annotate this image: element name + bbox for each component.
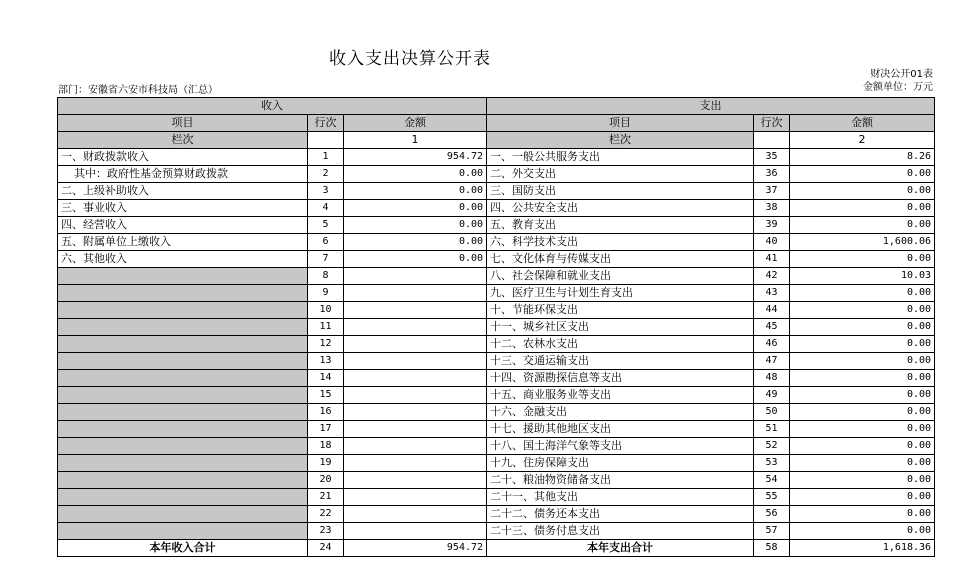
expense-item: 十二、农林水支出 (487, 336, 754, 353)
expense-line: 44 (754, 302, 790, 319)
income-item (58, 523, 308, 540)
income-amount (344, 404, 487, 421)
expense-amount: 0.00 (790, 421, 935, 438)
expense-line: 42 (754, 268, 790, 285)
expense-line: 40 (754, 234, 790, 251)
expense-line: 56 (754, 506, 790, 523)
income-expense-table (57, 97, 935, 557)
expense-item: 十七、援助其他地区支出 (487, 421, 754, 438)
income-line: 10 (308, 302, 344, 319)
income-amount (344, 336, 487, 353)
expense-item: 二、外交支出 (487, 166, 754, 183)
expense-line: 38 (754, 200, 790, 217)
income-amount (344, 472, 487, 489)
expense-amount: 0.00 (790, 353, 935, 370)
expense-item: 二十三、债务付息支出 (487, 523, 754, 540)
expense-line: 54 (754, 472, 790, 489)
expense-amount: 0.00 (790, 438, 935, 455)
income-item (58, 455, 308, 472)
income-line: 22 (308, 506, 344, 523)
column-index-row (58, 132, 935, 149)
expense-amount: 0.00 (790, 336, 935, 353)
table-row (58, 387, 935, 404)
income-line: 5 (308, 217, 344, 234)
income-item (58, 421, 308, 438)
expense-item: 六、科学技术支出 (487, 234, 754, 251)
table-row (58, 404, 935, 421)
section-expense: 支出 (487, 98, 935, 115)
income-item (58, 506, 308, 523)
col-header-amount: 金额 (790, 115, 935, 132)
expense-line: 52 (754, 438, 790, 455)
table-row (58, 370, 935, 387)
col-header-line: 行次 (308, 115, 344, 132)
expense-item: 九、医疗卫生与计划生育支出 (487, 285, 754, 302)
expense-item: 八、社会保障和就业支出 (487, 268, 754, 285)
lanci-income-number: 1 (344, 132, 487, 149)
income-item (58, 353, 308, 370)
table-row (58, 268, 935, 285)
income-amount: 0.00 (344, 251, 487, 268)
total-income-line: 24 (308, 540, 344, 557)
income-line: 16 (308, 404, 344, 421)
income-amount: 0.00 (344, 183, 487, 200)
income-amount (344, 523, 487, 540)
income-item (58, 387, 308, 404)
expense-line: 36 (754, 166, 790, 183)
expense-amount: 0.00 (790, 523, 935, 540)
expense-item: 十一、城乡社区支出 (487, 319, 754, 336)
table-row (58, 336, 935, 353)
expense-item: 二十、粮油物资储备支出 (487, 472, 754, 489)
expense-item: 七、文化体育与传媒支出 (487, 251, 754, 268)
table-row (58, 251, 935, 268)
col-header-item: 项目 (58, 115, 308, 132)
income-line: 18 (308, 438, 344, 455)
expense-line: 35 (754, 149, 790, 166)
expense-amount: 8.26 (790, 149, 935, 166)
expense-amount: 0.00 (790, 217, 935, 234)
expense-amount: 0.00 (790, 166, 935, 183)
income-line: 21 (308, 489, 344, 506)
expense-amount: 0.00 (790, 489, 935, 506)
table-row (58, 234, 935, 251)
lanci-label: 栏次 (58, 132, 308, 149)
expense-line: 57 (754, 523, 790, 540)
income-line: 17 (308, 421, 344, 438)
lanci-expense-number: 2 (790, 132, 935, 149)
expense-item: 二十二、债务还本支出 (487, 506, 754, 523)
income-line: 9 (308, 285, 344, 302)
expense-line: 41 (754, 251, 790, 268)
income-item (58, 489, 308, 506)
lanci-blank (308, 132, 344, 149)
income-line: 7 (308, 251, 344, 268)
expense-amount: 0.00 (790, 370, 935, 387)
income-item: 四、经营收入 (58, 217, 308, 234)
col-header-item: 项目 (487, 115, 754, 132)
expense-amount: 0.00 (790, 387, 935, 404)
expense-item: 十八、国土海洋气象等支出 (487, 438, 754, 455)
income-line: 11 (308, 319, 344, 336)
expense-item: 十四、资源勘探信息等支出 (487, 370, 754, 387)
expense-amount: 10.03 (790, 268, 935, 285)
income-line: 3 (308, 183, 344, 200)
income-amount (344, 438, 487, 455)
income-amount (344, 506, 487, 523)
total-expense-line: 58 (754, 540, 790, 557)
income-amount: 0.00 (344, 166, 487, 183)
expense-line: 49 (754, 387, 790, 404)
form-code: 财决公开01表 (870, 69, 933, 80)
income-line: 15 (308, 387, 344, 404)
income-amount (344, 421, 487, 438)
section-header-row (58, 98, 935, 115)
income-item (58, 268, 308, 285)
table-row (58, 149, 935, 166)
expense-line: 47 (754, 353, 790, 370)
income-item: 三、事业收入 (58, 200, 308, 217)
income-line: 13 (308, 353, 344, 370)
income-line: 6 (308, 234, 344, 251)
income-amount (344, 370, 487, 387)
report-meta (863, 68, 933, 94)
income-amount (344, 302, 487, 319)
income-amount (344, 489, 487, 506)
expense-item: 五、教育支出 (487, 217, 754, 234)
income-line: 12 (308, 336, 344, 353)
table-row (58, 472, 935, 489)
expense-line: 51 (754, 421, 790, 438)
income-amount (344, 455, 487, 472)
income-item (58, 285, 308, 302)
expense-line: 39 (754, 217, 790, 234)
income-amount: 0.00 (344, 200, 487, 217)
income-amount (344, 285, 487, 302)
expense-amount: 0.00 (790, 472, 935, 489)
expense-line: 46 (754, 336, 790, 353)
expense-amount: 0.00 (790, 404, 935, 421)
income-item: 二、上级补助收入 (58, 183, 308, 200)
expense-line: 55 (754, 489, 790, 506)
income-line: 4 (308, 200, 344, 217)
expense-amount: 1,600.06 (790, 234, 935, 251)
expense-amount: 0.00 (790, 506, 935, 523)
income-amount: 954.72 (344, 149, 487, 166)
report-title: 收入支出决算公开表 (329, 49, 491, 69)
total-expense-label: 本年支出合计 (487, 540, 754, 557)
income-line: 19 (308, 455, 344, 472)
total-row (58, 540, 935, 557)
income-item (58, 336, 308, 353)
table-row (58, 353, 935, 370)
expense-amount: 0.00 (790, 455, 935, 472)
total-expense-amount: 1,618.36 (790, 540, 935, 557)
expense-item: 十三、交通运输支出 (487, 353, 754, 370)
expense-item: 三、国防支出 (487, 183, 754, 200)
income-item: 六、其他收入 (58, 251, 308, 268)
table-row (58, 489, 935, 506)
expense-amount: 0.00 (790, 302, 935, 319)
expense-line: 48 (754, 370, 790, 387)
income-line: 20 (308, 472, 344, 489)
expense-item: 十、节能环保支出 (487, 302, 754, 319)
unit-label: 金额单位：万元 (863, 82, 933, 93)
expense-amount: 0.00 (790, 285, 935, 302)
lanci-blank (754, 132, 790, 149)
income-item (58, 302, 308, 319)
col-header-line: 行次 (754, 115, 790, 132)
table-row (58, 319, 935, 336)
expense-item: 二十一、其他支出 (487, 489, 754, 506)
income-line: 2 (308, 166, 344, 183)
expense-line: 37 (754, 183, 790, 200)
expense-item: 一、一般公共服务支出 (487, 149, 754, 166)
income-item: 五、附属单位上缴收入 (58, 234, 308, 251)
income-amount (344, 319, 487, 336)
column-header-row (58, 115, 935, 132)
income-line: 8 (308, 268, 344, 285)
income-item: 其中：政府性基金预算财政拨款 (58, 166, 308, 183)
col-header-amount: 金额 (344, 115, 487, 132)
expense-amount: 0.00 (790, 251, 935, 268)
income-amount (344, 353, 487, 370)
table-row (58, 166, 935, 183)
expense-line: 45 (754, 319, 790, 336)
income-line: 14 (308, 370, 344, 387)
expense-line: 53 (754, 455, 790, 472)
income-item (58, 404, 308, 421)
income-line: 23 (308, 523, 344, 540)
income-amount (344, 268, 487, 285)
income-item (58, 319, 308, 336)
table-row (58, 285, 935, 302)
income-item (58, 370, 308, 387)
section-income: 收入 (58, 98, 487, 115)
income-item: 一、财政拨款收入 (58, 149, 308, 166)
total-income-label: 本年收入合计 (58, 540, 308, 557)
income-amount: 0.00 (344, 217, 487, 234)
table-row (58, 200, 935, 217)
lanci-label: 栏次 (487, 132, 754, 149)
table-row (58, 523, 935, 540)
income-item (58, 472, 308, 489)
income-amount (344, 387, 487, 404)
table-row (58, 438, 935, 455)
expense-item: 十六、金融支出 (487, 404, 754, 421)
income-line: 1 (308, 149, 344, 166)
expense-amount: 0.00 (790, 200, 935, 217)
income-item (58, 438, 308, 455)
table-row (58, 217, 935, 234)
expense-item: 十九、住房保障支出 (487, 455, 754, 472)
income-amount: 0.00 (344, 234, 487, 251)
table-row (58, 421, 935, 438)
expense-line: 43 (754, 285, 790, 302)
expense-amount: 0.00 (790, 319, 935, 336)
expense-item: 十五、商业服务业等支出 (487, 387, 754, 404)
table-row (58, 455, 935, 472)
department-label: 部门：安徽省六安市科技局（汇总） (58, 85, 218, 96)
total-income-amount: 954.72 (344, 540, 487, 557)
expense-line: 50 (754, 404, 790, 421)
table-row (58, 302, 935, 319)
table-row (58, 506, 935, 523)
expense-item: 四、公共安全支出 (487, 200, 754, 217)
table-row (58, 183, 935, 200)
expense-amount: 0.00 (790, 183, 935, 200)
